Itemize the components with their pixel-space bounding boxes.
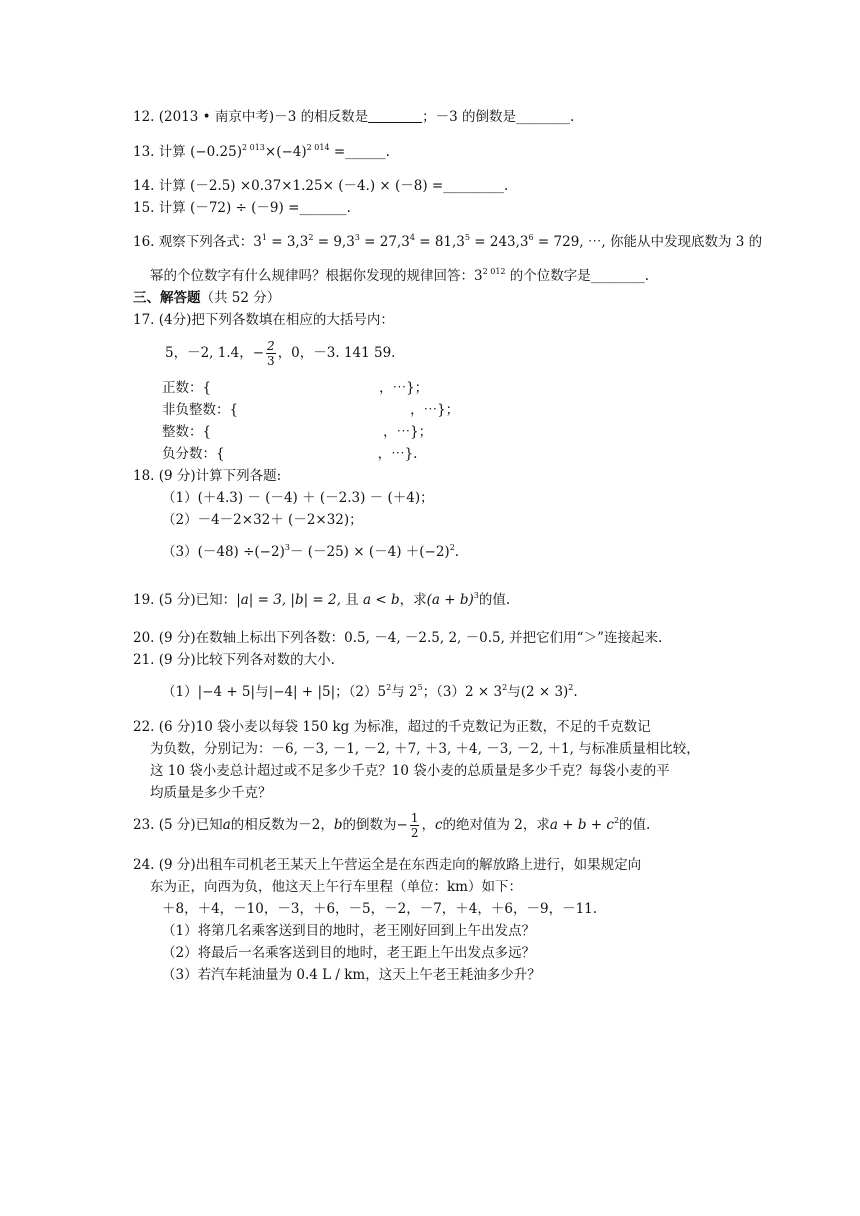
question-17-numbers bbox=[165, 338, 395, 368]
q23-exp: 2 bbox=[613, 816, 620, 825]
q21-base: 5 bbox=[377, 684, 387, 700]
q21-part-3: ；（3） bbox=[422, 684, 466, 700]
q18-item-3-exp-1: 3 bbox=[284, 543, 290, 552]
question-22-line-2: 为负数，分别记为：－6, －3, －1, －2, ＋7, ＋3, ＋4, －3, －2, ＋1, 与标准质量相比较， bbox=[150, 741, 700, 757]
q16-text: 16. 观察下列各式： bbox=[133, 234, 254, 250]
q21-base: 2 × 3 bbox=[465, 684, 503, 700]
q13-base-1: (−0.25) bbox=[190, 144, 242, 160]
q21-expr-2: |−4| + |5| bbox=[268, 684, 336, 700]
q21-exp: 2 bbox=[502, 683, 508, 692]
q24-item-1: （1）将第几名乘客送到目的地时，老王刚好回到上午出发点？ bbox=[162, 923, 536, 939]
q13-times: × bbox=[264, 144, 277, 160]
q18-item-3 bbox=[162, 542, 459, 562]
q21-base: (2 × 3) bbox=[520, 684, 569, 700]
q17-set-label: 负分数：{ bbox=[162, 446, 225, 462]
q23-fraction: $\frac{1}{2}$ bbox=[410, 811, 419, 840]
q12-text: 12. (2013 • 南京中考)－3 的相反数是 bbox=[133, 109, 369, 125]
q18-item-3-power-1: (−2) bbox=[254, 544, 285, 560]
question-16-line-1 bbox=[133, 232, 762, 252]
q19-text-end: 的值. bbox=[478, 592, 511, 608]
question-20: 20. (9 分)在数轴上标出下列各数：0.5, －4, －2.5, 2, －0.5, 并把它们用“＞”连接起来. bbox=[133, 630, 663, 646]
q23-var-b: b bbox=[333, 817, 343, 833]
q18-item-3-text: （3）(－48) ÷ bbox=[162, 544, 255, 560]
q19-condition-2: a < b bbox=[363, 592, 400, 608]
question-18-title: 18. (9 分)计算下列各题: bbox=[133, 468, 282, 484]
question-22-line-1: 22. (6 分)10 袋小麦以每袋 150 kg 为标准，超过的千克数记为正数，不足的千克数记 bbox=[133, 719, 651, 735]
q23-text-4: 的绝对值为 2，求 bbox=[442, 817, 550, 833]
q21-expr-1: |−4 + 5| bbox=[197, 684, 256, 700]
q18-item-3-text-mid: － (－25) × (－4) ＋ bbox=[289, 544, 420, 560]
section-3-title: 三、解答题 bbox=[133, 290, 201, 306]
q16-power-exp: 2 012 bbox=[482, 267, 506, 276]
q21-exp: 5 bbox=[417, 683, 423, 692]
q17-set-label: 正数：{ bbox=[162, 380, 212, 396]
q17-set-label: 非负整数：{ bbox=[162, 402, 239, 418]
q19-text-mid-2: ，求 bbox=[399, 592, 427, 608]
question-23 bbox=[133, 810, 650, 840]
question-24-data: ＋8，＋4，－10，－3，＋6，－5，－2，－7，＋4，＋6，－9，－11. bbox=[162, 901, 598, 917]
q17-set-tail: ，⋯}； bbox=[410, 402, 460, 418]
q21-base: 2 bbox=[408, 684, 418, 700]
question-14: 14. 计算 (－2.5) ×0.37×1.25× (－4.) × (－8) =_________. bbox=[133, 178, 509, 194]
question-12 bbox=[133, 107, 574, 127]
q12-blank-2[interactable]: ________. bbox=[515, 109, 575, 125]
q17-set-tail: ，⋯}； bbox=[383, 424, 433, 440]
question-15: 15. 计算 (－72) ÷ (－9) =_______. bbox=[133, 200, 351, 216]
q19-text: 19. (5 分)已知： bbox=[133, 592, 237, 608]
q18-item-3-end: . bbox=[454, 544, 460, 560]
question-21-title: 21. (9 分)比较下列各对数的大小. bbox=[133, 652, 335, 668]
q23-expression: a + b + c bbox=[549, 817, 614, 833]
q17-set-nonnegative-integer[interactable] bbox=[162, 400, 459, 420]
question-19 bbox=[133, 590, 510, 610]
q21-word: 与 bbox=[507, 684, 521, 700]
q16-blank[interactable]: 的个位数字是________. bbox=[505, 268, 650, 284]
q13-blank[interactable]: =______. bbox=[329, 144, 390, 160]
q18-item-2: （2）－4－2×32＋ (－2×32)； bbox=[162, 512, 363, 528]
q23-text-3: ， bbox=[421, 817, 435, 833]
q21-word: 与 bbox=[391, 684, 405, 700]
q19-expression: (a + b) bbox=[426, 592, 474, 608]
q16-formula: $3^1 = 3,3^2 = 9,3^3 = 27,3^4 = 81,3^5 = 243,3^6 = 729$, ⋯, bbox=[253, 233, 606, 250]
q17-set-label: 整数：{ bbox=[162, 424, 212, 440]
question-16-line-2 bbox=[150, 266, 649, 286]
q13-exp-1: 2 013 bbox=[241, 143, 265, 152]
q19-condition: |a| = 3, |b| = 2, bbox=[236, 592, 341, 608]
section-3-score: （共 52 分） bbox=[200, 290, 281, 306]
q23-text-end: 的值. bbox=[619, 817, 651, 833]
q23-frac-sign: − bbox=[396, 817, 408, 833]
q24-item-2: （2）将最后一名乘客送到目的地时，老王距上午出发点多远？ bbox=[162, 945, 536, 961]
q17-numbers-text: 5，－2, 1.4， bbox=[165, 345, 253, 361]
q21-exp: 2 bbox=[568, 683, 574, 692]
q21-end: . bbox=[573, 684, 578, 700]
q23-text-1: 的相反数为－2， bbox=[230, 817, 334, 833]
question-24-line-1: 24. (9 分)出租车司机老王某天上午营运全是在东西走向的解放路上进行，如果规定向 bbox=[133, 857, 642, 873]
q12-blank-1[interactable] bbox=[368, 109, 422, 125]
q19-exp: 3 bbox=[473, 591, 479, 600]
q17-numbers-text-2: ，0，－3. 141 59. bbox=[277, 345, 396, 361]
q18-item-1: （1）(＋4.3) － (－4) ＋ (－2.3) － (＋4)； bbox=[162, 490, 434, 506]
q17-fraction: $\frac{2}{3}$ bbox=[267, 339, 275, 368]
q21-exp: 2 bbox=[386, 683, 392, 692]
question-13 bbox=[133, 142, 390, 162]
q21-part-1: （1） bbox=[162, 684, 198, 700]
q17-set-positive[interactable] bbox=[162, 378, 428, 398]
q23-var-a: a bbox=[222, 817, 231, 833]
question-22-line-3: 这 10 袋小麦总计超过或不足多少千克？10 袋小麦的总质量是多少千克？每袋小麦的平 bbox=[150, 763, 670, 779]
q23-text: 23. (5 分)已知 bbox=[133, 817, 223, 833]
q18-item-3-power-2: (−2) bbox=[419, 544, 450, 560]
q23-text-2: 的倒数为 bbox=[342, 817, 397, 833]
q13-base-2: (−4) bbox=[276, 144, 307, 160]
q13-text: 13. 计算 bbox=[133, 144, 191, 160]
q21-items bbox=[162, 682, 578, 702]
q19-text-mid: 且 bbox=[340, 592, 364, 608]
q18-item-3-exp-2: 2 bbox=[449, 543, 455, 552]
question-24-line-2: 东为正，向西为负，他这天上午行车里程（单位：km）如下： bbox=[150, 879, 522, 895]
q17-set-integer[interactable] bbox=[162, 422, 432, 442]
q17-frac-sign: − bbox=[252, 345, 265, 361]
q24-item-3: （3）若汽车耗油量为 0.4 L / km，这天上午老王耗油多少升？ bbox=[162, 967, 541, 983]
q17-set-tail: ，⋯}； bbox=[379, 380, 429, 396]
question-22-line-4: 均质量是多少千克？ bbox=[150, 785, 272, 801]
question-17-title: 17. (4分)把下列各数填在相应的大括号内： bbox=[133, 312, 394, 328]
q17-set-tail: ，⋯}. bbox=[377, 446, 418, 462]
q13-exp-2: 2 014 bbox=[306, 143, 330, 152]
q12-text-mid: ；－3 的倒数是 bbox=[422, 109, 516, 125]
q16-text-2: 幂的个位数字有什么规律吗？根据你发现的规律回答： bbox=[150, 268, 474, 284]
q16-power-base: 3 bbox=[474, 268, 483, 284]
q16-text-suffix: 你能从中发现底数为 3 的 bbox=[605, 234, 763, 250]
section-3-heading bbox=[133, 288, 280, 308]
q21-word: 与 bbox=[255, 684, 269, 700]
q23-var-c: c bbox=[434, 817, 443, 833]
q17-set-negative-fraction[interactable] bbox=[162, 444, 417, 464]
q21-part-2: ；（2） bbox=[335, 684, 378, 700]
